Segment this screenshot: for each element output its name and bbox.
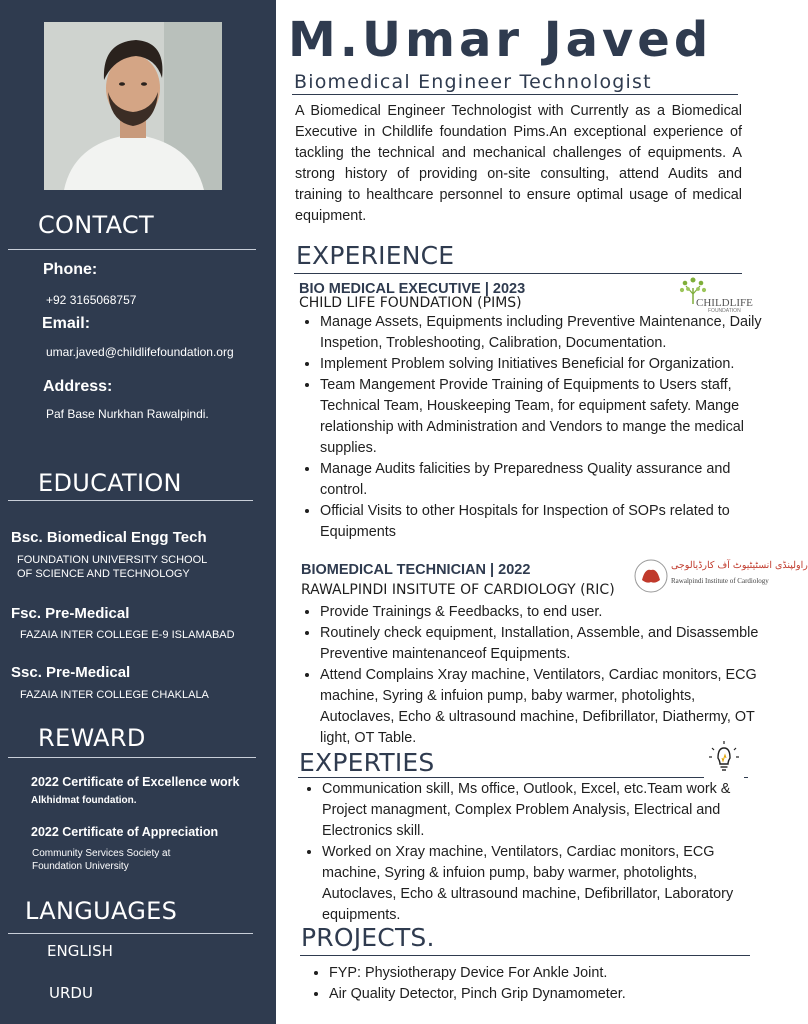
list-item: • Team Mangement Provide Training of Equipments to Users staff, Technical Team, Houskeeping Team, for equipment safety. Mange relationship with Administration and Vendors to mange the medical supplies.: [320, 375, 766, 459]
projects-divider: [300, 955, 750, 956]
childlife-logo-text: CHILDLIFE: [696, 297, 753, 309]
list-item: • Provide Trainings & Feedbacks, to end user.: [320, 602, 766, 623]
education-school: [17, 553, 207, 581]
childlife-logo-subtext: FOUNDATION: [708, 308, 741, 314]
education-heading: EDUCATION: [38, 469, 182, 497]
list-item: • FYP: Physiotherapy Device For Ankle Joint.: [329, 963, 769, 984]
ric-logo-urdu-text: راولپنڈی انسٹیٹیوٹ آف کارڈیالوجی: [671, 560, 808, 571]
job-duties-list: [296, 602, 766, 749]
experties-heading: EXPERTIES: [299, 748, 435, 777]
profile-photo: [44, 22, 222, 190]
ric-logo: [633, 558, 808, 594]
experience-heading: EXPERIENCE: [296, 241, 455, 270]
language-item: ENGLISH: [47, 942, 113, 960]
job-title: BIOMEDICAL TECHNICIAN | 2022: [301, 562, 531, 578]
education-degree: Ssc. Pre-Medical: [11, 664, 131, 681]
profile-summary: A Biomedical Engineer Technologist with Currently as a Biomedical Executive in Childlife foundation Pims.An exceptional experience of tackling the technical and mechanical challenges of equipments. A strong history of providing on-site consulting, attend Audits and training to healthcare personnel to ensure optimal usage of medical equipment.: [295, 103, 742, 224]
reward-org-line: Foundation University: [32, 861, 129, 872]
experience-divider: [294, 273, 742, 274]
education-divider: [8, 500, 253, 501]
reward-org-line: Community Services Society at: [32, 848, 171, 859]
reward-title: 2022 Certificate of Appreciation: [31, 825, 219, 839]
childlife-logo: [676, 274, 752, 316]
reward-divider: [8, 757, 256, 758]
education-degree: Fsc. Pre-Medical: [11, 605, 130, 622]
lightbulb-icon-svg: [704, 738, 744, 778]
list-item: • Air Quality Detector, Pinch Grip Dynamometer.: [329, 984, 769, 1005]
address-label: Address:: [43, 378, 113, 395]
address-value: Paf Base Nurkhan Rawalpindi.: [46, 407, 209, 421]
candidate-name: M.Umar Javed: [288, 12, 713, 68]
job-organization: RAWALPINDI INSITUTE OF CARDIOLOGY (RIC): [301, 582, 615, 598]
education-school-line: FOUNDATION UNIVERSITY SCHOOL: [17, 554, 208, 566]
language-item: URDU: [49, 984, 93, 1002]
reward-heading: REWARD: [38, 724, 146, 752]
job-duties-list: [296, 312, 766, 543]
list-item: • Manage Audits falicities by Preparedness Quality assurance and control.: [320, 459, 766, 501]
reward-org: Alkhidmat foundation.: [31, 795, 137, 806]
ric-emblem-icon: [633, 558, 669, 594]
education-school-line: OF SCIENCE AND TECHNOLOGY: [17, 568, 190, 580]
list-item: • Manage Assets, Equipments including Preventive Maintenance, Daily Inspetion, Trobleshooting, Calibration, Documentation.: [320, 312, 786, 354]
sidebar: [0, 0, 276, 1024]
ric-logo-text: Rawalpindi Institute of Cardiology: [671, 577, 769, 585]
projects-heading: PROJECTS.: [301, 923, 435, 952]
candidate-title: Biomedical Engineer Technologist: [294, 71, 652, 93]
education-degree: Bsc. Biomedical Engg Tech: [11, 529, 207, 546]
phone-value: +92 3165068757: [46, 293, 137, 307]
contact-divider: [8, 249, 256, 250]
phone-label: Phone:: [43, 261, 98, 278]
job-title: BIO MEDICAL EXECUTIVE | 2023: [299, 281, 526, 297]
lightbulb-icon: [704, 738, 744, 778]
languages-heading: LANGUAGES: [25, 897, 178, 925]
experties-list: [298, 779, 762, 926]
job-organization: CHILD LIFE FOUNDATION (PIMS): [299, 295, 522, 311]
education-school: FAZAIA INTER COLLEGE CHAKLALA: [20, 689, 209, 701]
list-item: • Attend Complains Xray machine, Ventilators, Cardiac monitors, ECG machine, Syring & infuion pump, baby warmer, photolights, Autoclaves, Echo & ultrasound machine, Defibrillator, Diathermy, OT light, OT Table.: [320, 665, 766, 749]
reward-title: 2022 Certificate of Excellence work: [31, 775, 240, 789]
email-label: Email:: [42, 315, 91, 332]
languages-divider: [8, 933, 253, 934]
experties-divider: [298, 777, 748, 778]
email-value: umar.javed@childlifefoundation.org: [46, 345, 234, 359]
list-item: • Routinely check equipment, Installation, Assemble, and Disassemble Preventive maintenanceof Equipments.: [320, 623, 766, 665]
projects-list: [305, 963, 769, 1005]
list-item: • Communication skill, Ms office, Outlook, Excel, etc.Team work & Project managment, Complex Problem Analysis, Electrical and Electronics skill.: [322, 779, 762, 842]
list-item: • Official Visits to other Hospitals for Inspection of SOPs related to Equipments: [320, 501, 766, 543]
education-school: FAZAIA INTER COLLEGE E-9 ISLAMABAD: [20, 629, 235, 641]
reward-org: [32, 847, 170, 873]
contact-heading: CONTACT: [38, 211, 154, 239]
list-item: • Worked on Xray machine, Ventilators, Cardiac monitors, ECG machine, Syring & infuion pump, baby warmer, photolights, Autoclaves, Echo & ultrasound machine, Defibrillator, Laboratory equipments.: [322, 842, 762, 926]
list-item: • Implement Problem solving Initiatives Beneficial for Organization.: [320, 354, 766, 375]
title-divider: [292, 94, 738, 95]
profile-photo-image: [44, 22, 222, 190]
